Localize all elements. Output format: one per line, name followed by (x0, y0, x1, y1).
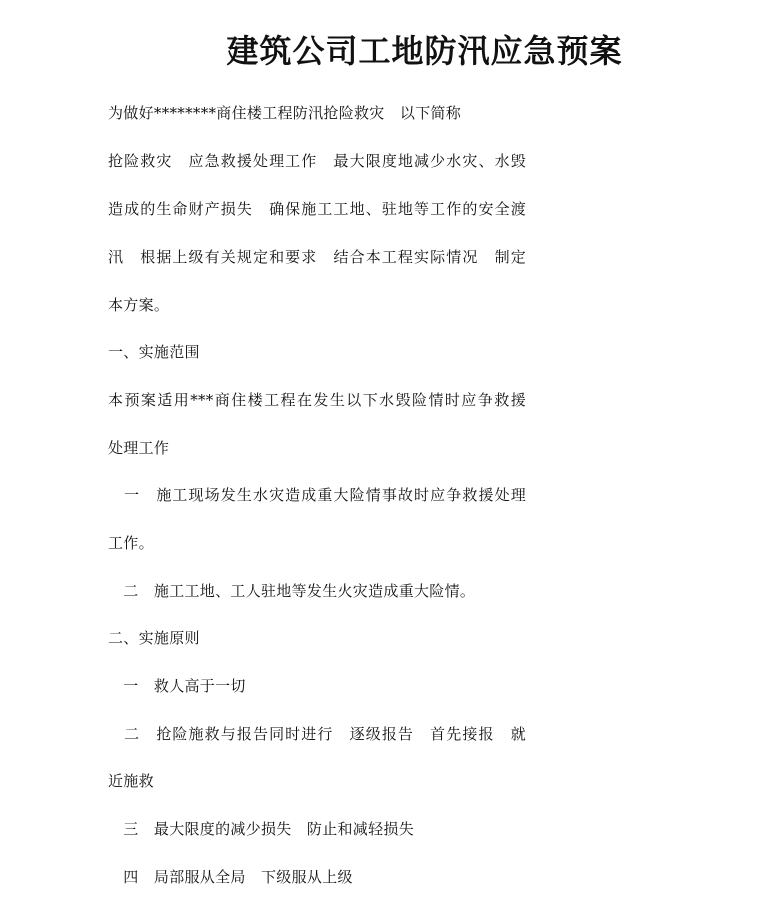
scope-line-2: 处理工作 (108, 439, 170, 457)
principle-item-3: 三 最大限度的减少损失 防止和减轻损失 (108, 820, 415, 838)
paragraph-line-1: 为做好********商住楼工程防汛抢险救灾 以下简称 (108, 104, 462, 122)
document-title: 建筑公司工地防汛应急预案 (226, 32, 623, 70)
scope-item-2: 二 施工工地、工人驻地等发生火灾造成重大险情。 (108, 582, 476, 600)
paragraph-line-4: 汛 根据上级有关规定和要求 结合本工程实际情况 制定 (108, 248, 526, 266)
principle-item-4: 四 局部服从全局 下级服从上级 (108, 868, 353, 886)
principle-item-1: 一 救人高于一切 (108, 677, 246, 695)
paragraph-line-3: 造成的生命财产损失 确保施工工地、驻地等工作的安全渡 (108, 200, 526, 218)
principle-item-2-line-1: 二 抢险施救与报告同时进行 逐级报告 首先接报 就 (108, 725, 526, 743)
scope-item-1-line-1: 一 施工现场发生水灾造成重大险情事故时应争救援处理 (108, 486, 526, 504)
paragraph-line-2: 抢险救灾 应急救援处理工作 最大限度地减少水灾、水毁 (108, 152, 526, 170)
scope-item-1-line-2: 工作。 (108, 534, 154, 552)
section-heading-scope: 一、实施范围 (108, 343, 200, 361)
paragraph-line-5: 本方案。 (108, 296, 170, 314)
principle-item-2-line-2: 近施救 (108, 772, 154, 790)
scope-line-1: 本预案适用***商住楼工程在发生以下水毁险情时应争救援 (108, 391, 526, 409)
section-heading-principles: 二、实施原则 (108, 629, 200, 647)
